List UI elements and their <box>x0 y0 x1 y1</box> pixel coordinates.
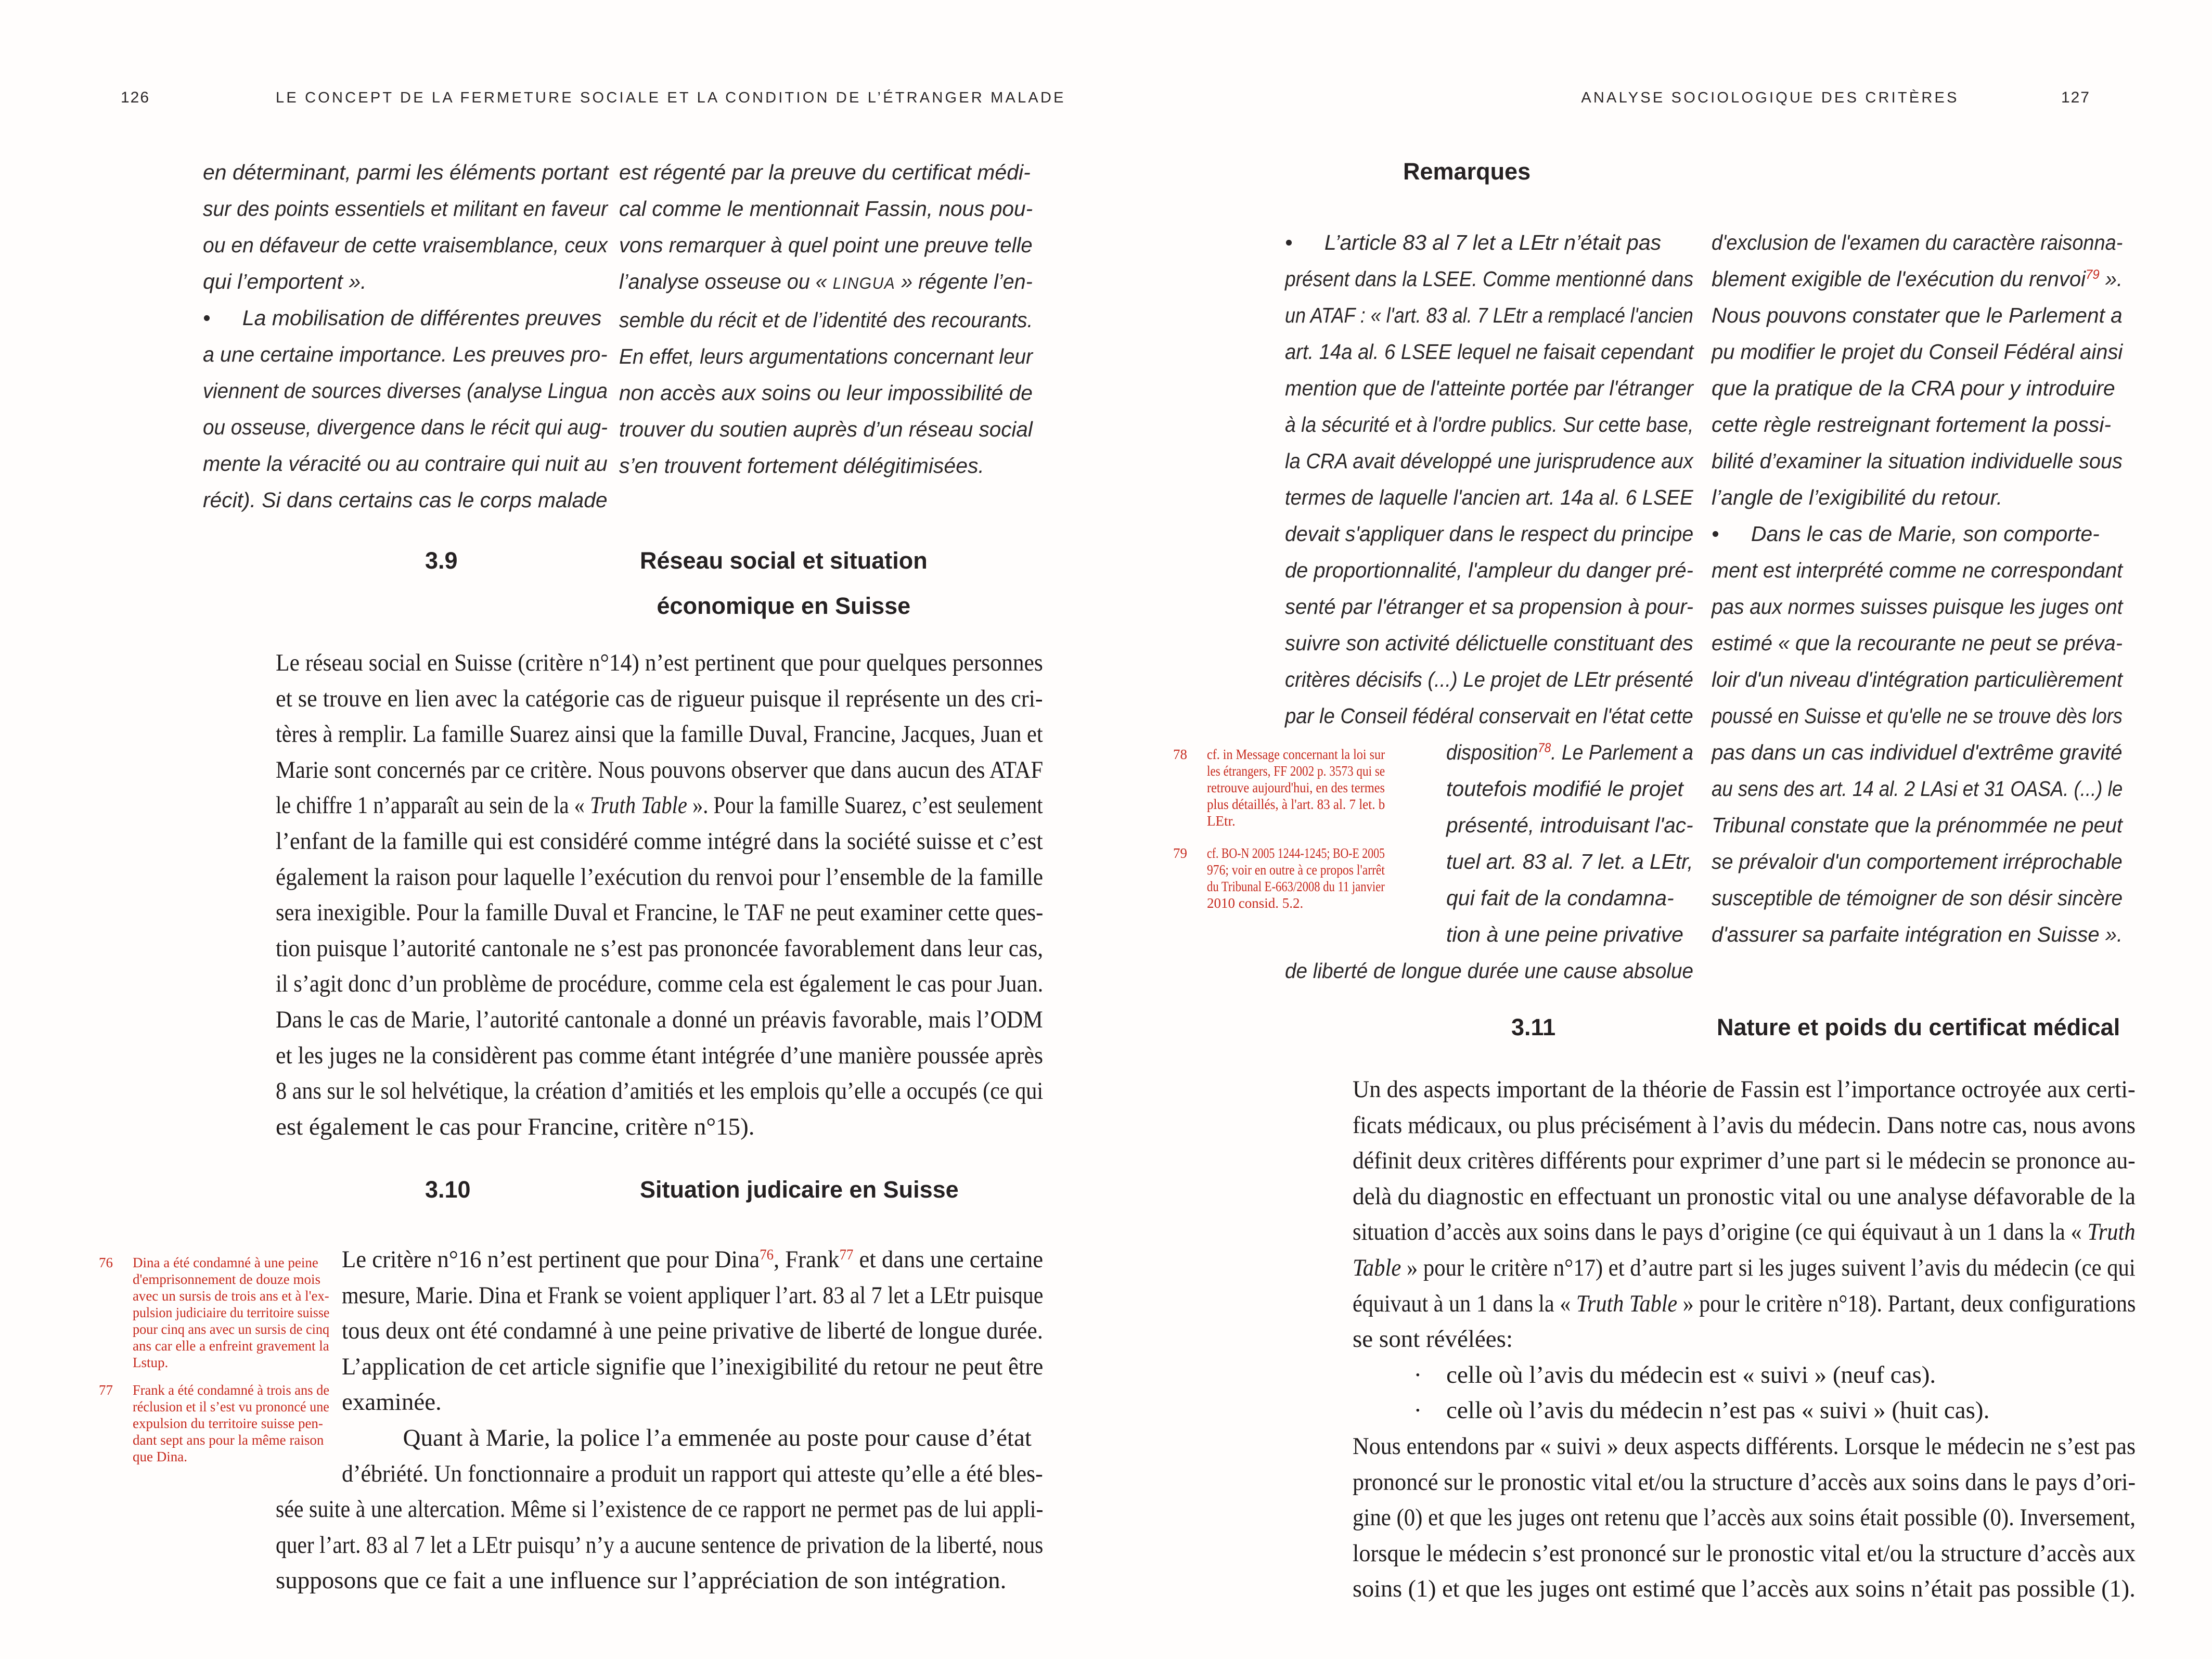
text-line: Un des aspects important de la théorie de Fassin est l’importance octroyée aux certi- <box>1353 1076 2136 1103</box>
text-line: est régenté par la preuve du certificat médi- <box>619 160 1031 184</box>
footnote-number-78: 78 <box>1173 747 1187 762</box>
section-title-3-10 <box>640 1167 959 1212</box>
text-line: pu modifier le projet du Conseil Fédéral ainsi <box>1712 340 2123 364</box>
text-line: prononcé sur le pronostic vital et/ou la structure d’accès aux soins dans le pays d’ori- <box>1353 1468 2136 1496</box>
footnote-79-text <box>1207 845 1385 911</box>
text-line: Réseau social et situation <box>640 547 928 574</box>
text-line: plus détaillés, à l'art. 83 al. 7 let. b <box>1207 796 1385 812</box>
text-line: tous deux ont été condamné à une peine privative de liberté de longue durée. <box>342 1317 1043 1345</box>
text-line: définit deux critères différents pour exprimer d’une part si le médecin se prononce au- <box>1353 1147 2136 1175</box>
text-line: cf. BO-N 2005 1244-1245; BO-E 2005 <box>1207 845 1385 861</box>
text-line: également la raison pour laquelle l’exécution du renvoi pour l’ensemble de la famille <box>276 863 1044 891</box>
text-line: Dina a été condamné à une peine <box>133 1255 318 1270</box>
text-line: d'exclusion de l'examen du caractère raisonna- <box>1712 230 2123 254</box>
text-line: Frank a été condamné à trois ans de <box>133 1382 330 1398</box>
text-line: et les juges ne la considèrent pas comme étant intégrée d’une manière poussée après <box>276 1041 1044 1069</box>
text-line: · celle où l’avis du médecin n’est pas « suivi » (huit cas). <box>1353 1397 1990 1424</box>
text-line: ment est interprété comme ne correspondant <box>1712 558 2123 582</box>
text-line: que la pratique de la CRA pour y introduire <box>1712 376 2115 400</box>
text-line: gine (0) et que les juges ont retenu que l’accès aux soins était possible (0). Inversement, <box>1353 1504 2136 1532</box>
text-line: 2010 consid. 5.2. <box>1207 895 1304 911</box>
text-line: qui l’emportent ». <box>203 269 367 293</box>
text-line: LEtr. <box>1207 813 1236 829</box>
text-line: critères décisifs (...) Le projet de LEtr présenté <box>1285 667 1693 691</box>
text-line: susceptible de témoigner de son désir sincère <box>1712 886 2123 910</box>
text-line: Lstup. <box>133 1355 169 1370</box>
text-line: par le Conseil fédéral conservait en l'état cette <box>1285 704 1693 728</box>
text-line: d'emprisonnement de douze mois <box>133 1271 321 1287</box>
text-line: Le réseau social en Suisse (critère n°14) n’est pertinent que pour quelques personnes <box>276 649 1043 676</box>
text-line: • L’article 83 al 7 let a LEtr n’était pas <box>1285 230 1662 254</box>
text-line: se prévaloir d'un comportement irréprochable <box>1712 850 2123 873</box>
text-line: s’en trouvent fortement délégitimisées. <box>619 454 984 478</box>
text-line: trouver du soutien auprès d’un réseau social <box>619 417 1033 441</box>
text-line: Marie sont concernés par ce critère. Nous pouvons observer que dans aucun des ATAF <box>276 756 1044 783</box>
paragraph-3-9 <box>276 645 1043 1144</box>
running-title-left: LE CONCEPT DE LA FERMETURE SOCIALE ET LA CONDITION DE L’ÉTRANGER MALADE <box>276 89 1066 106</box>
text-line: mente la véracité ou au contraire qui nuit au <box>203 452 608 475</box>
text-line: présenté, introduisant l'ac- <box>1446 813 1693 837</box>
text-line: de liberté de longue durée une cause absolue <box>1285 959 1694 983</box>
text-line: L’application de cet article signifie que l’inexigibilité du retour ne peut être <box>342 1353 1044 1380</box>
paragraph-3-11 <box>1353 1072 2136 1607</box>
footnote-79 <box>1173 845 1385 911</box>
text-line: Quant à Marie, la police l’a emmenée au poste pour cause d’état <box>342 1424 1032 1451</box>
text-line: pulsion judiciaire du territoire suisse <box>133 1305 330 1320</box>
text-line: 976; voir en outre à ce propos l'arrêt <box>1207 862 1385 878</box>
text-line: ou en défaveur de cette vraisemblance, ceux <box>203 233 608 257</box>
text-line: Tribunal constate que la prénommée ne peut <box>1712 813 2123 837</box>
text-line: dant sept ans pour la même raison <box>133 1432 324 1448</box>
footnote-78 <box>1173 746 1385 829</box>
text-line: tuel art. 83 al. 7 let. a LEtr, <box>1446 850 1693 873</box>
footnote-76 <box>99 1254 330 1371</box>
text-line: et se trouve en lien avec la catégorie cas de rigueur puisque il représente un des cri- <box>276 685 1043 712</box>
text-line: de proportionnalité, l'ampleur du danger pré- <box>1285 558 1693 582</box>
footnote-number-76: 76 <box>99 1255 113 1270</box>
section-title-3-11 <box>1717 1005 2120 1050</box>
text-line: · celle où l’avis du médecin est « suivi » (neuf cas). <box>1353 1361 1936 1388</box>
text-line: qui fait de la condamna- <box>1446 886 1674 910</box>
text-line: d'assurer sa parfaite intégration en Suisse ». <box>1712 922 2123 946</box>
text-line: mention que de l'atteinte portée par l'étranger <box>1285 376 1693 400</box>
text-line: senté par l'étranger et sa propension à pour- <box>1285 595 1694 619</box>
footnote-76-text <box>133 1254 329 1371</box>
text-line: lorsque le médecin s’est prononcé sur le pronostic vital et/ou la structure d’accès aux <box>1353 1539 2136 1567</box>
text-line: Situation judicaire en Suisse <box>640 1176 959 1203</box>
text-line: vons remarquer à quel point une preuve telle <box>619 233 1033 257</box>
text-line: situation d’accès aux soins dans le pays d’origine (ce qui équivaut à un 1 dans la « Truth <box>1353 1218 2136 1246</box>
quote-column-2 <box>619 154 1033 484</box>
text-line: Nous pouvons constater que le Parlement a <box>1712 303 2123 327</box>
text-line: l’enfant de la famille qui est considéré comme intégré dans la société suisse et c’est <box>276 827 1043 855</box>
text-line: Nous entendons par « suivi » deux aspects différents. Lorsque le médecin ne s’est pas <box>1353 1432 2136 1460</box>
section-number-3-11: 3.11 <box>1511 1014 1556 1040</box>
text-line: pas aux normes suisses puisque les juges ont <box>1712 595 2123 619</box>
text-line: bilité d’examiner la situation individuelle sous <box>1712 449 2123 473</box>
text-line: devait s'appliquer dans le respect du principe <box>1285 522 1694 546</box>
footnote-ref: 77 <box>839 1246 854 1263</box>
text-line: quer l’art. 83 al 7 let a LEtr puisqu’ n’y a aucune sentence de privation de la liberté, nous <box>276 1531 1044 1559</box>
text-line: ficats médicaux, ou plus précisément à l’avis du médecin. Dans notre cas, nous avons <box>1353 1111 2136 1139</box>
paragraph-3-10-indented <box>342 1242 1043 1491</box>
paragraph-3-10-full <box>276 1491 1043 1599</box>
footnote-77-text <box>133 1382 329 1465</box>
text-line: sée suite à une altercation. Même si l’existence de ce rapport ne permet pas de lui appli- <box>276 1496 1044 1523</box>
section-number-3-10: 3.10 <box>425 1176 471 1203</box>
text-line: l’analyse osseuse ou « LINGUA » régente l’en- <box>619 269 1033 293</box>
text-line: un ATAF : « l'art. 83 al. 7 LEtr a remplacé l'ancien <box>1285 303 1693 327</box>
footnote-ref: 78 <box>1538 741 1551 756</box>
text-line: Table » pour le critère n°17) et d’autre part si les juges suivent l’avis du médecin (ce qui <box>1353 1254 2136 1281</box>
text-line: viennent de sources diverses (analyse Lingua <box>203 379 608 403</box>
text-line: d’ébriété. Un fonctionnaire a produit un rapport qui atteste qu’elle a été bles- <box>342 1460 1043 1487</box>
text-line: ou osseuse, divergence dans le récit qui aug- <box>203 415 608 439</box>
footnote-number-77: 77 <box>99 1382 113 1398</box>
text-line: économique en Suisse <box>657 593 911 619</box>
text-line: il s’agit donc d’un problème de procédure, comme cela est également le cas pour Juan. <box>276 970 1044 998</box>
text-line: delà du diagnostic en effectuant un pronostic vital ou une analyse défavorable de la <box>1353 1182 2136 1210</box>
text-line: non accès aux soins ou leur impossibilité de <box>619 381 1033 405</box>
text-line: estimé « que la recourante ne peut se préva- <box>1712 631 2123 655</box>
text-line: à la sécurité et à l'ordre publics. Sur cette base, <box>1285 413 1694 436</box>
footnote-78-text <box>1207 746 1385 829</box>
text-line: soins (1) et que les juges ont estimé que l’accès aux soins n’était pas possible (1). <box>1353 1575 2136 1603</box>
text-line: supposons que ce fait a une influence sur l’appréciation de son intégration. <box>276 1567 1007 1594</box>
margin-footnotes-right <box>1173 746 1385 911</box>
running-title-right: ANALYSE SOCIOLOGIQUE DES CRITÈRES <box>1581 89 1959 106</box>
footnote-number-79: 79 <box>1173 845 1187 861</box>
text-line: la CRA avait développé une jurisprudence aux <box>1285 449 1693 473</box>
text-line: termes de laquelle l'ancien art. 14a al. 6 LSEE <box>1285 485 1693 509</box>
text-line: réclusion et il s’est vu prononcé une <box>133 1399 329 1414</box>
remarques-heading: Remarques <box>1403 158 1531 185</box>
text-line: présent dans la LSEE. Comme mentionné dans <box>1285 267 1694 291</box>
text-line: cette règle restreignant fortement la possi- <box>1712 413 2111 436</box>
text-line: pas dans un cas individuel d'extrême gravité <box>1712 740 2123 764</box>
section-number-3-9: 3.9 <box>425 547 458 574</box>
text-line: est également le cas pour Francine, critère n°15). <box>276 1113 755 1140</box>
text-line: que Dina. <box>133 1449 187 1464</box>
footnote-ref: 79 <box>2085 268 2100 282</box>
text-line: loir d'un niveau d'intégration particulièrement <box>1712 667 2123 691</box>
text-line: disposition$^{78}$. Le Parlement a <box>1446 740 1693 764</box>
text-line: poussé en Suisse et qu'elle ne se trouve dès lors <box>1712 704 2123 728</box>
text-line: examinée. <box>342 1388 442 1416</box>
text-line: retrouve aujourd'hui, en des termes <box>1207 780 1385 795</box>
text-line: a une certaine importance. Les preuves pro- <box>203 342 608 366</box>
text-line: En effet, leurs argumentations concernant leur <box>619 344 1033 368</box>
text-line: 8 ans sur le sol helvétique, la création d’amitiés et les emplois qu’elle a occupés (ce qui <box>276 1077 1044 1105</box>
text-line: ans car elle a enfreint gravement la <box>133 1338 329 1354</box>
text-line: expulsion du territoire suisse pen- <box>133 1416 323 1431</box>
text-line: Dans le cas de Marie, l’autorité cantonale a donné un préavis favorable, mais l’ODM <box>276 1006 1043 1033</box>
text-line: suivre son activité délictuelle constituant des <box>1285 631 1693 655</box>
text-line: avec un sursis de trois ans et à l'ex- <box>133 1288 329 1304</box>
text-line: l’angle de l’exigibilité du retour. <box>1712 485 2003 509</box>
text-line: en déterminant, parmi les éléments portant <box>203 160 609 184</box>
text-line: sur des points essentiels et militant en faveur <box>203 197 608 221</box>
text-line: semble du récit et de l’identité des recourants. <box>619 308 1033 332</box>
page-number-right: 127 <box>2061 89 2090 106</box>
footnote-77 <box>99 1382 330 1465</box>
text-line: Le critère n°16 n’est pertinent que pour Dina$^{76}$, Frank$^{77}$ et dans une certaine <box>342 1246 1044 1273</box>
text-line: le chiffre 1 n’apparaît au sein de la « Truth Table ». Pour la famille Suarez, c’est seulement <box>276 792 1043 819</box>
text-line: mesure, Marie. Dina et Frank se voient appliquer l’art. 83 al 7 let a LEtr puisque <box>342 1281 1044 1309</box>
quote-column-1 <box>203 154 608 518</box>
text-line: cal comme le mentionnait Fassin, nous pou- <box>619 197 1033 221</box>
text-line: Nature et poids du certificat médical <box>1717 1014 2120 1040</box>
text-line: cf. in Message concernant la loi sur <box>1207 747 1385 762</box>
text-line: tion puisque l’autorité cantonale ne s’est pas prononcée favorablement dans leur cas, <box>276 934 1044 962</box>
text-line: toutefois modifié le projet <box>1446 777 1683 801</box>
page-number-left: 126 <box>121 89 150 106</box>
footnote-ref: 76 <box>760 1246 774 1263</box>
text-line: tion à une peine privative <box>1446 922 1683 946</box>
text-line: du Tribunal E-663/2008 du 11 janvier <box>1207 879 1385 894</box>
text-line: les étrangers, FF 2002 p. 3573 qui se <box>1207 763 1385 779</box>
text-line: tères à remplir. La famille Suarez ainsi que la famille Duval, Francine, Jacques, Juan et <box>276 721 1043 748</box>
remarques-column-2 <box>1712 224 2123 953</box>
text-line: • Dans le cas de Marie, son comporte- <box>1712 522 2100 546</box>
text-line: art. 14a al. 6 LSEE lequel ne faisait cependant <box>1285 340 1694 364</box>
text-line: équivaut à un 1 dans la « Truth Table » pour le critère n°18). Partant, deux configurations <box>1353 1290 2136 1317</box>
text-line: pour cinq ans avec un sursis de cinq <box>133 1321 330 1337</box>
text-line: blement exigible de l'exécution du renvoi$^{79}$ ». <box>1712 267 2123 291</box>
margin-footnotes-left <box>99 1254 330 1465</box>
text-line: au sens des art. 14 al. 2 LAsi et 31 OASA. (...) le <box>1712 777 2123 801</box>
text-line: • La mobilisation de différentes preuves <box>203 306 602 330</box>
text-line: se sont révélées: <box>1353 1326 1513 1353</box>
text-line: récit). Si dans certains cas le corps malade <box>203 488 608 512</box>
text-line: sera inexigible. Pour la famille Duval et Francine, le TAF ne peut examiner cette ques- <box>276 899 1044 927</box>
section-title-3-9 <box>640 538 928 628</box>
